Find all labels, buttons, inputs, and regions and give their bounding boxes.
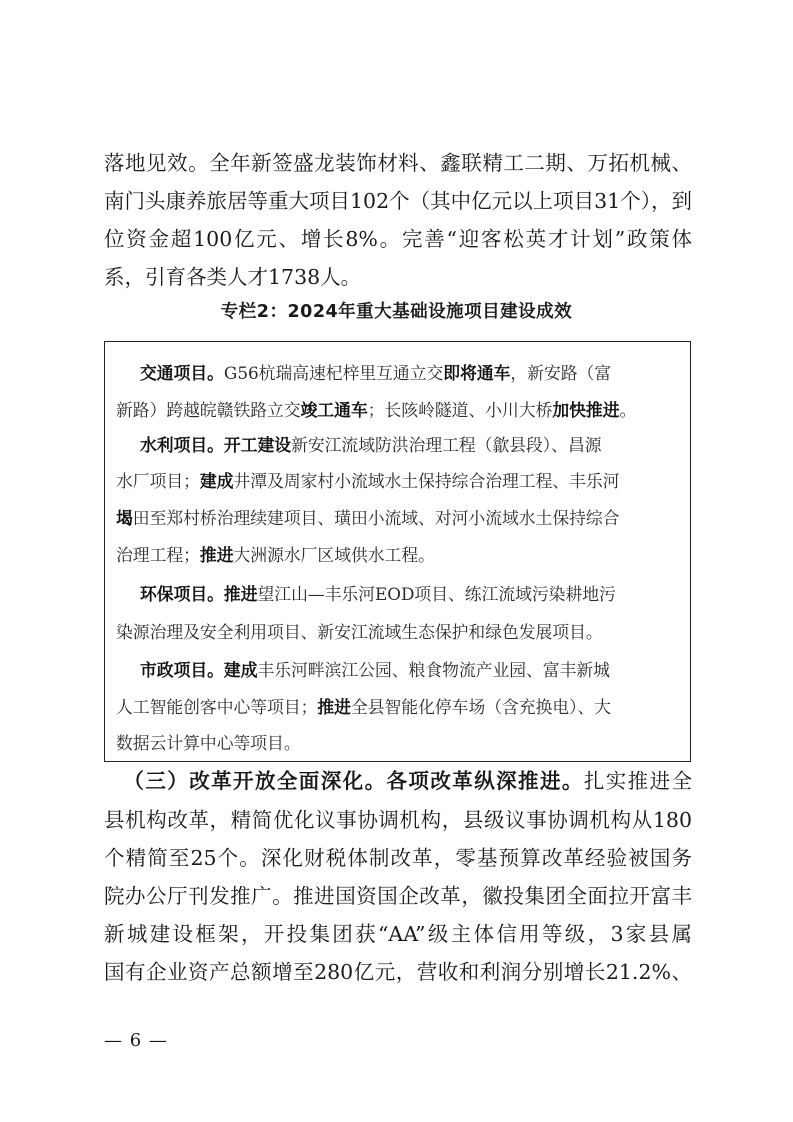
municipal-line: 数据云计算中心等项目。 [116,733,301,753]
municipal-heading: 市政项目。 [140,660,224,680]
body-line: 个精简至25个。深化财税体制改革，零基预算改革经验被国务 [104,846,692,870]
water-line: 水利项目。开工建设新安江流域防洪治理工程（歙县段）、昌源 [140,435,602,455]
body-line: 落地见效。全年新签盛龙装饰材料、鑫联精工二期、万拓机械、 [104,151,692,175]
water-line: 治理工程；推进大洲源水厂区域供水工程。 [116,545,435,565]
water-line: 堨田至郑村桥治理续建项目、璜田小流域、对河小流域水土保持综合 [116,508,620,528]
transport-line: 交通项目。G56杭瑞高速杞梓里互通立交即将通车，新安路（富 [140,363,612,383]
body-line: 院办公厅刊发推广。推进国资国企改革，徽投集团全面拉开富丰 [104,884,692,908]
transport-heading: 交通项目。 [140,363,224,383]
water-heading: 水利项目。 [140,435,224,455]
body-line: 位资金超100亿元、增长8%。完善“迎客松英才计划”政策体 [104,227,692,251]
transport-line: 新路）跨越皖赣铁路立交竣工通车；长陔岭隧道、小川大桥加快推进。 [116,400,637,420]
body-line: 系，引育各类人才1738人。 [104,265,362,289]
municipal-line: 人工智能创客中心等项目；推进全县智能化停车场（含充换电）、大 [116,697,612,717]
env-heading: 环保项目。 [140,584,224,604]
env-line: 染源治理及安全利用项目、新安江流域生态保护和绿色发展项目。 [116,622,603,642]
body-line: 县机构改革，精简优化议事协调机构，县级议事协调机构从180 [104,808,692,832]
municipal-line: 市政项目。建成丰乐河畔滨江公园、粮食物流产业园、富丰新城 [140,660,610,680]
section-lead: （三）改革开放全面深化。各项改革纵深推进。 [122,769,584,793]
water-line: 水厂项目；建成井潭及周家村小流域水土保持综合治理工程、丰乐河 [116,471,620,491]
body-line: 南门头康养旅居等重大项目102个（其中亿元以上项目31个），到 [104,189,692,213]
body-line: 国有企业资产总额增至280亿元，营收和利润分别增长21.2%、 [104,960,692,984]
body-line: 新城建设框架，开投集团获“AA”级主体信用等级，3家县属 [104,922,692,946]
env-line: 环保项目。推进望江山—丰乐河EOD项目、练江流域污染耕地污 [140,584,616,604]
body-line: （三）改革开放全面深化。各项改革纵深推进。扎实推进全 [122,769,692,793]
page-number: — 6 — [104,1030,168,1051]
sidebar-box-title: 专栏2：2024年重大基础设施项目建设成效 [220,302,573,322]
